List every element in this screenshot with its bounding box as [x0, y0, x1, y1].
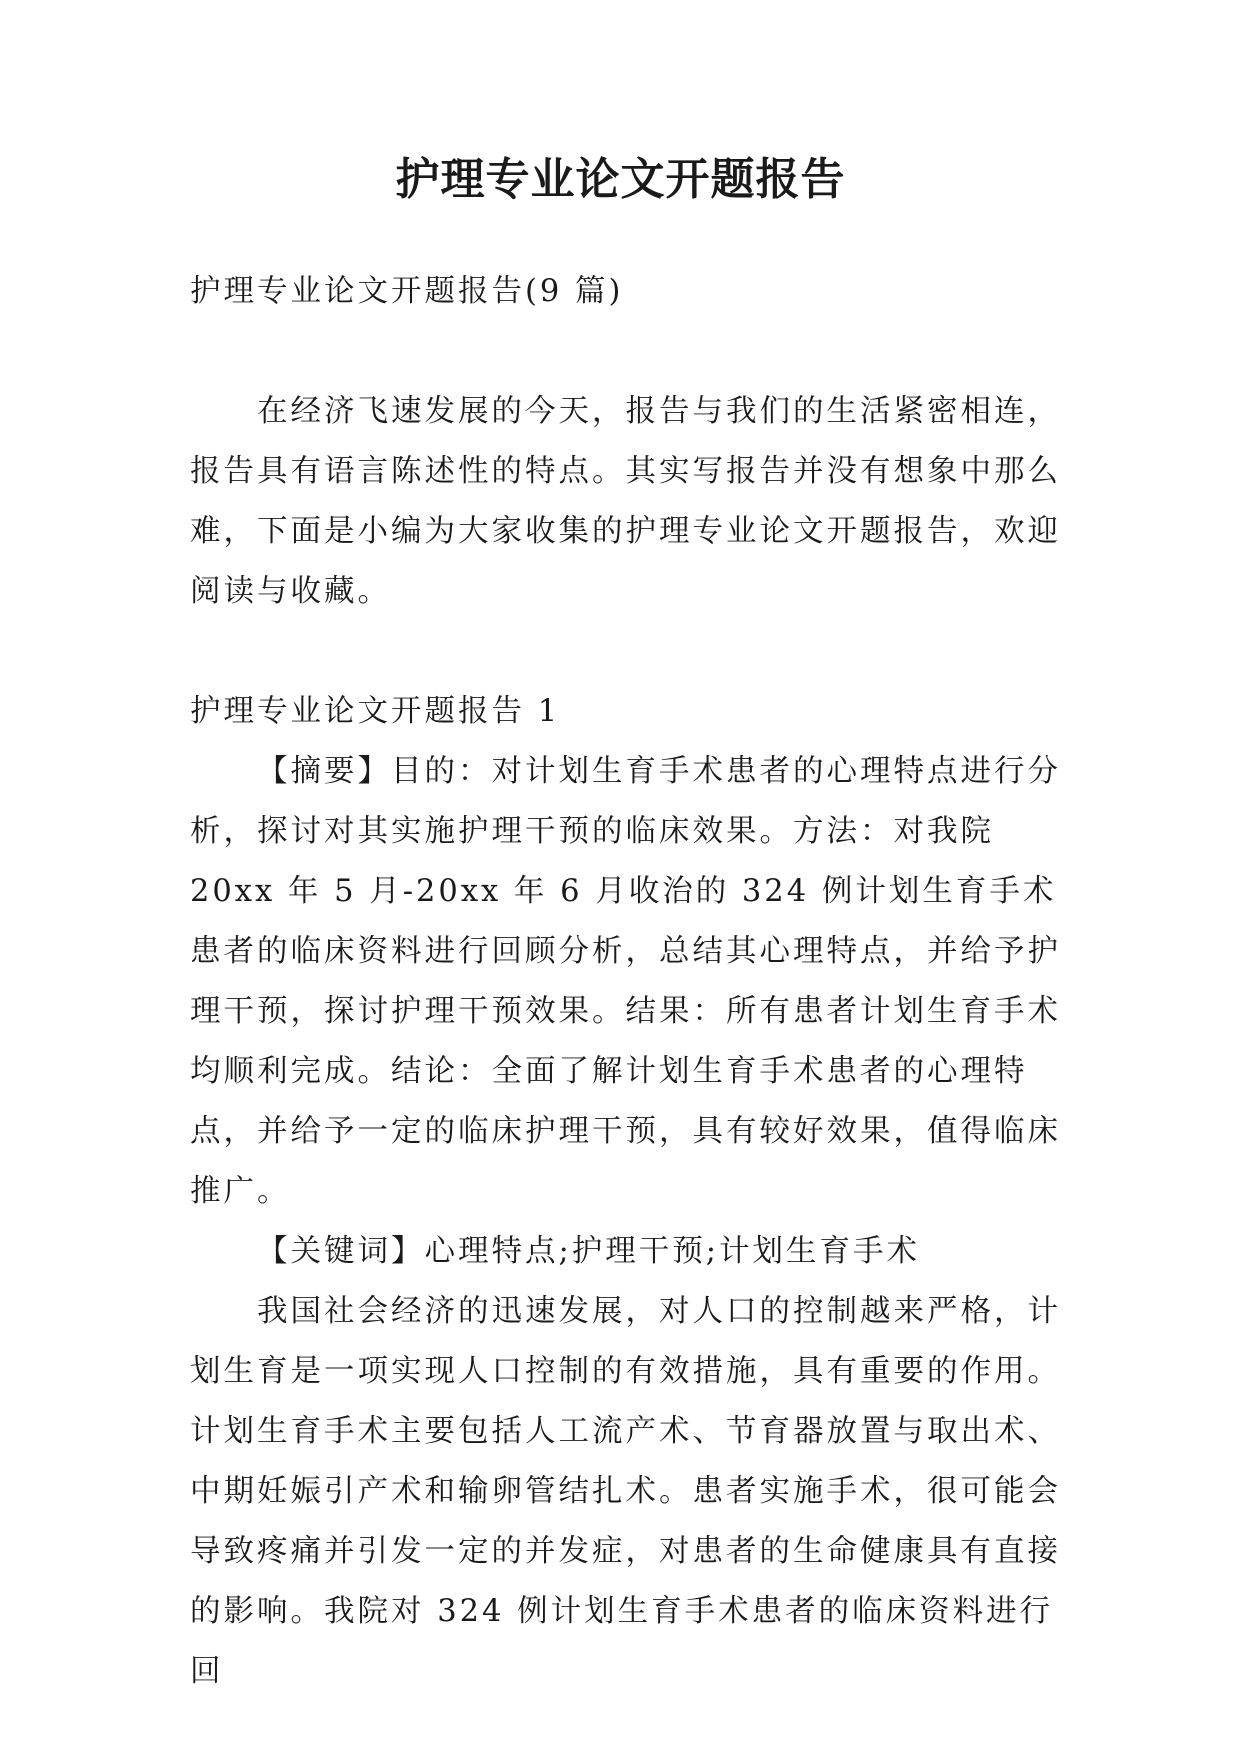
keywords-paragraph: 【关键词】心理特点;护理干预;计划生育手术: [257, 1234, 921, 1269]
intro-paragraph: 在经济飞速发展的今天，报告与我们的生活紧密相连，报告具有语言陈述性的特点。其实写报告并没有想象中那么难，下面是小编为大家收集的护理专业论文开题报告，欢迎阅读与收藏。: [190, 394, 1061, 609]
body-paragraph: 我国社会经济的迅速发展，对人口的控制越来严格，计划生育是一项实现人口控制的有效措施，具有重要的作用。计划生育手术主要包括人工流产术、节育器放置与取出术、中期妊娠引产术和输卵管结扎术。患者实施手术，很可能会导致疼痛并引发一定的并发症，对患者的生命健康具有直接的影响。我院对 324 例计划生育手术患者的临床资料进行回: [190, 1294, 1061, 1689]
section-heading: 护理专业论文开题报告 1: [190, 694, 561, 729]
document-body: [190, 262, 1070, 1702]
abstract-paragraph: 【摘要】目的：对计划生育手术患者的心理特点进行分析，探讨对其实施护理干预的临床效果。方法：对我院 20xx 年 5 月-20xx 年 6 月收治的 324 例计划生育手术患者的临床资料进行回顾分析，总结其心理特点，并给予护理干预，探讨护理干预效果。结果：所有患者计划生育手术均顺利完成。结论：全面了解计划生育手术患者的心理特点，并给予一定的临床护理干预，具有较好效果，值得临床推广。: [190, 754, 1061, 1209]
document-subtitle: 护理专业论文开题报告(9 篇): [190, 274, 624, 309]
document-title: 护理专业论文开题报告: [395, 154, 846, 205]
